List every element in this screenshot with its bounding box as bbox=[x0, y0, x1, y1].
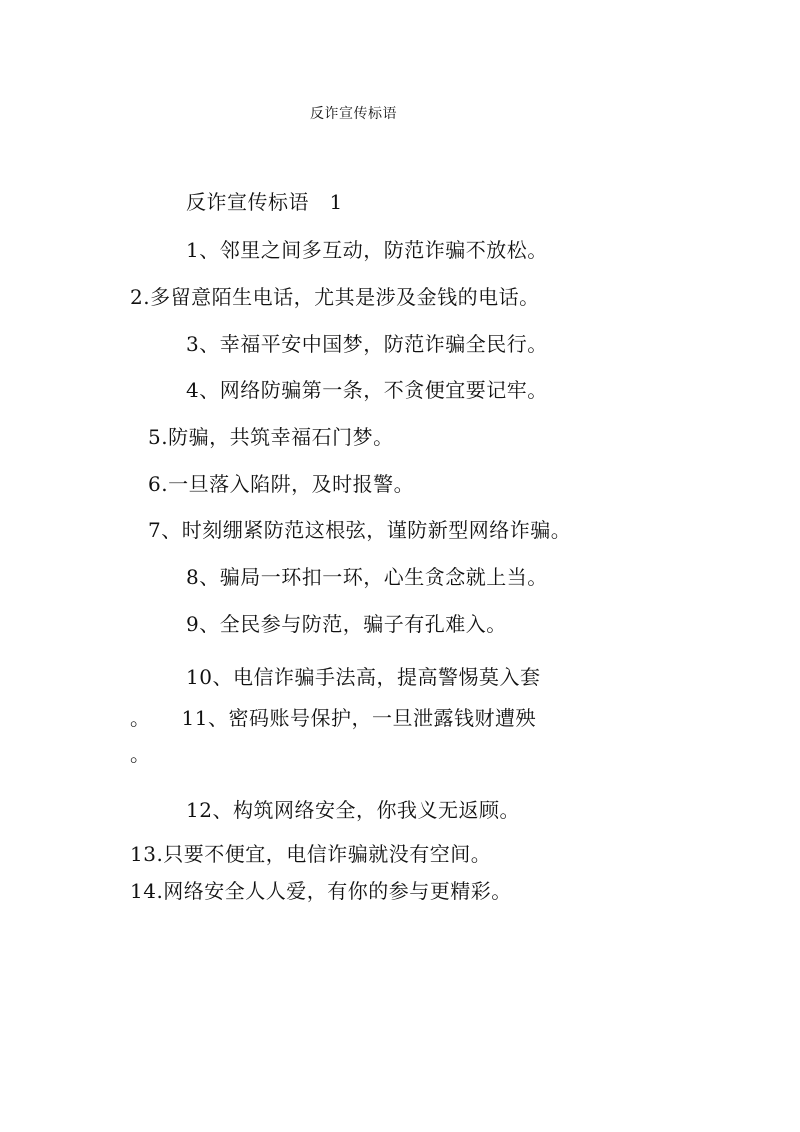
slogan-line-9: 9、全民参与防范，骗子有孔难入。 bbox=[186, 612, 507, 636]
slogan-line-10: 10、电信诈骗手法高，提高警惕莫入套 bbox=[186, 665, 541, 689]
slogan-line-4: 4、网络防骗第一条，不贪便宜要记牢。 bbox=[186, 378, 548, 402]
slogan-line-2: 2.多留意陌生电话，尤其是涉及金钱的电话。 bbox=[130, 285, 540, 309]
section-title: 反诈宣传标语 1 bbox=[186, 190, 343, 214]
slogan-line-13: 13.只要不便宜，电信诈骗就没有空间。 bbox=[130, 842, 492, 866]
slogan-line-5: 5.防骗，共筑幸福石门梦。 bbox=[148, 425, 394, 449]
slogan-line-7: 7、时刻绷紧防范这根弦，谨防新型网络诈骗。 bbox=[148, 518, 572, 542]
page-header-title: 反诈宣传标语 bbox=[310, 106, 397, 122]
slogan-line-8: 8、骗局一环扣一环，心生贪念就上当。 bbox=[186, 565, 548, 589]
slogan-line-12: 12、构筑网络安全，你我义无返顾。 bbox=[186, 798, 520, 822]
slogan-line-11-end: 。 bbox=[130, 742, 151, 766]
slogan-line-6: 6.一旦落入陷阱，及时报警。 bbox=[148, 472, 415, 496]
slogan-line-11: 。 11、密码账号保护，一旦泄露钱财遭殃 bbox=[130, 706, 536, 730]
slogan-line-3: 3、幸福平安中国梦，防范诈骗全民行。 bbox=[186, 332, 548, 356]
slogan-line-1: 1、邻里之间多互动，防范诈骗不放松。 bbox=[186, 238, 548, 262]
slogan-line-14: 14.网络安全人人爱，有你的参与更精彩。 bbox=[130, 879, 512, 903]
